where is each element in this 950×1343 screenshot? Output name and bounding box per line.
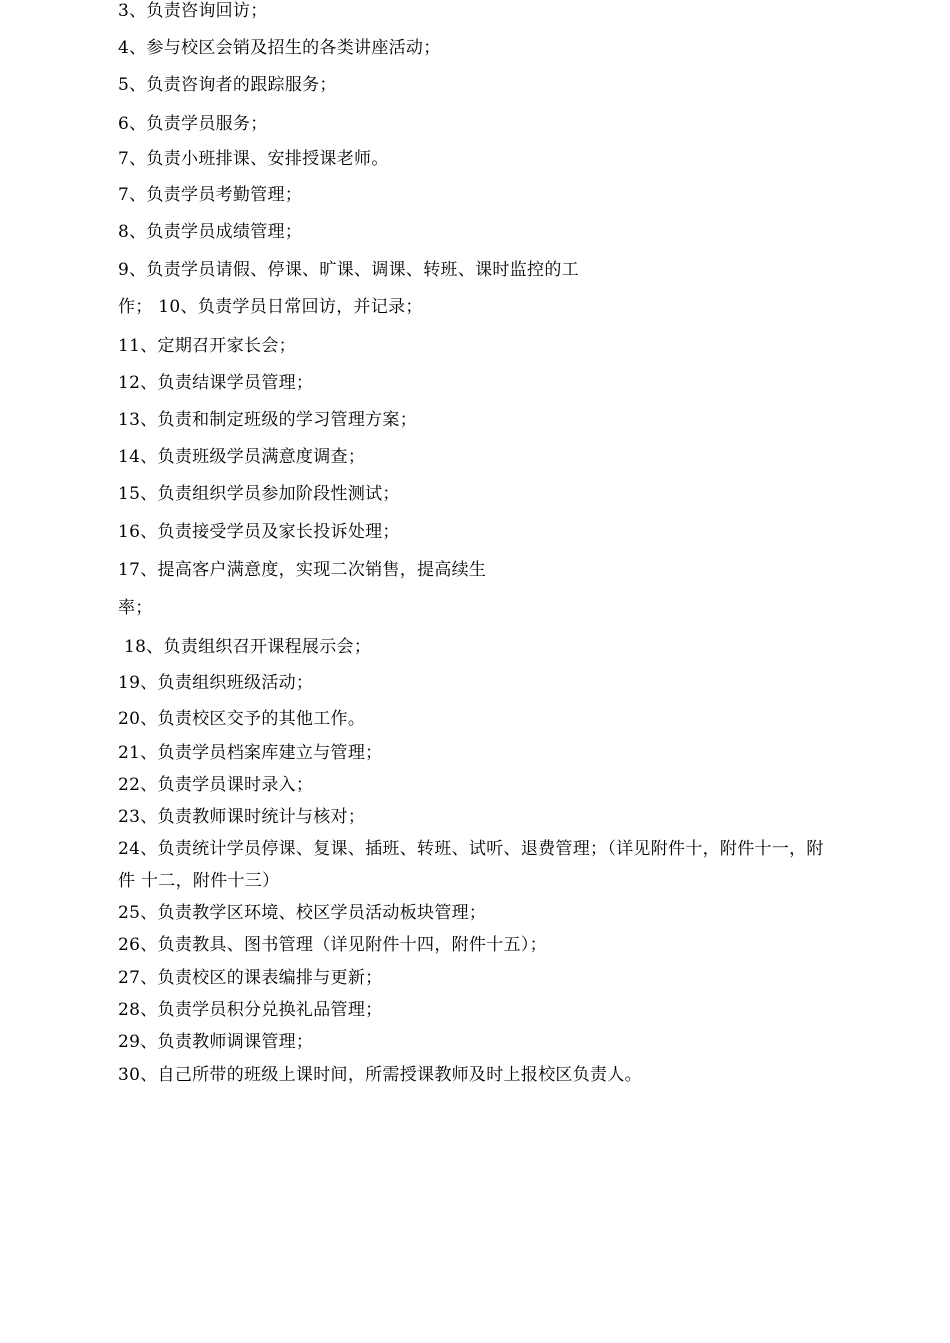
list-item-26: 26、负责教具、图书管理（详见附件十四，附件十五）； (118, 935, 547, 955)
list-item-11: 11、定期召开家长会； (118, 336, 296, 356)
list-item-12: 12、负责结课学员管理； (118, 373, 314, 393)
list-item-18: 18、负责组织召开课程展示会； (124, 637, 372, 657)
list-item-13: 13、负责和制定班级的学习管理方案； (118, 410, 418, 430)
list-item-8: 8、负责学员成绩管理； (118, 222, 303, 242)
list-item-27: 27、负责校区的课表编排与更新； (118, 968, 383, 988)
list-item-24-continued: 件 十二，附件十三） (118, 871, 280, 891)
list-item-29: 29、负责教师调课管理； (118, 1032, 314, 1052)
list-item-7a: 7、负责小班排课、安排授课老师。 (118, 149, 389, 169)
list-item-7b: 7、负责学员考勤管理； (118, 185, 303, 205)
list-item-4: 4、参与校区会销及招生的各类讲座活动； (118, 38, 441, 58)
list-item-23: 23、负责教师课时统计与核对； (118, 807, 366, 827)
list-item-19: 19、负责组织班级活动； (118, 673, 314, 693)
list-item-20: 20、负责校区交予的其他工作。 (118, 709, 366, 729)
list-item-17: 17、提高客户满意度，实现二次销售，提高续生 (118, 560, 487, 580)
list-item-30: 30、自己所带的班级上课时间，所需授课教师及时上报校区负责人。 (118, 1065, 642, 1085)
list-item-21: 21、负责学员档案库建立与管理； (118, 743, 383, 763)
list-item-25: 25、负责教学区环境、校区学员活动板块管理； (118, 903, 487, 923)
list-item-9-10-continued: 作； 10、负责学员日常回访，并记录； (118, 297, 423, 317)
list-item-24: 24、负责统计学员停课、复课、插班、转班、试听、退费管理；（详见附件十，附件十一，附 (118, 839, 824, 859)
list-item-16: 16、负责接受学员及家长投诉处理； (118, 522, 400, 542)
list-item-15: 15、负责组织学员参加阶段性测试； (118, 484, 400, 504)
list-item-5: 5、负责咨询者的跟踪服务； (118, 75, 337, 95)
list-item-6: 6、负责学员服务； (118, 114, 268, 134)
list-item-3: 3、负责咨询回访； (118, 1, 268, 21)
list-item-22: 22、负责学员课时录入； (118, 775, 314, 795)
list-item-28: 28、负责学员积分兑换礼品管理； (118, 1000, 383, 1020)
list-item-14: 14、负责班级学员满意度调查； (118, 447, 366, 467)
list-item-17-continued: 率； (118, 598, 153, 618)
list-item-9: 9、负责学员请假、停课、旷课、调课、转班、课时监控的工 (118, 260, 579, 280)
